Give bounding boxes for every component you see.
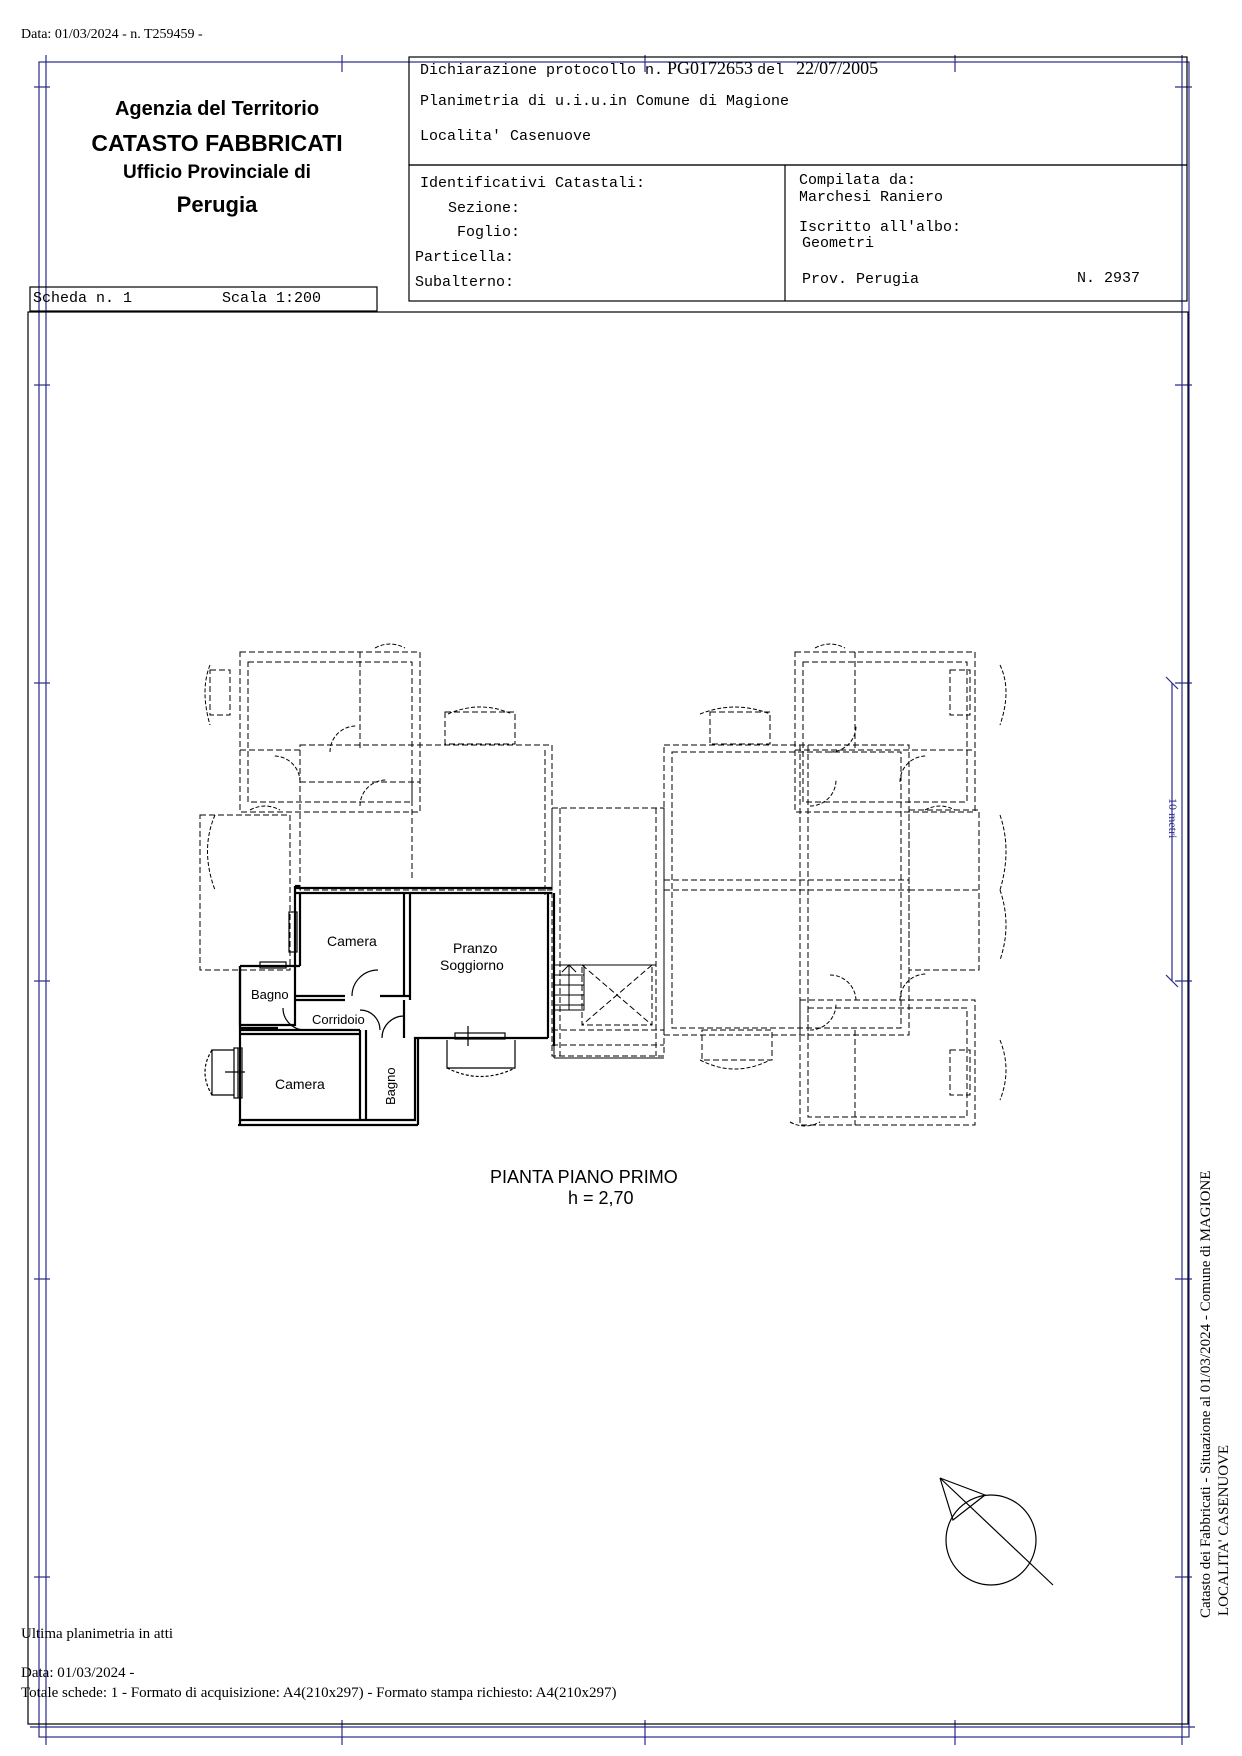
scheda-label: Scheda n. 1 bbox=[33, 290, 133, 307]
scale-label: Scala 1:200 bbox=[222, 290, 322, 307]
registration-number: N. 2937 bbox=[1077, 270, 1141, 287]
north-arrow bbox=[940, 1478, 1053, 1585]
room-camera-2: Camera bbox=[275, 1076, 325, 1092]
plan-height: h = 2,70 bbox=[568, 1188, 634, 1208]
room-pranzo: Pranzo bbox=[453, 940, 498, 956]
footer-totals: Totale schede: 1 - Formato di acquisizione: A4(210x297) - Formato stampa richiesto: A4(210x297) bbox=[21, 1685, 617, 1701]
province-label: Prov. Perugia bbox=[802, 271, 920, 288]
compiler-title: Compilata da: bbox=[799, 172, 917, 189]
room-corridoio: Corridoio bbox=[312, 1012, 365, 1027]
del-label: del bbox=[757, 62, 785, 79]
foglio-label: Foglio: bbox=[457, 224, 521, 241]
room-bagno-2: Bagno bbox=[383, 1067, 398, 1105]
sezione-label: Sezione: bbox=[448, 200, 521, 217]
side-note-line-2: LOCALITA' CASENUOVE bbox=[1216, 1444, 1232, 1616]
albo-value: Geometri bbox=[802, 235, 875, 252]
footer-last-plan: Ultima planimetria in atti bbox=[21, 1626, 174, 1642]
declaration-label: Dichiarazione protocollo n. bbox=[420, 62, 664, 79]
subalterno-label: Subalterno: bbox=[415, 274, 515, 291]
particella-label: Particella: bbox=[415, 249, 515, 266]
declaration-date: 22/07/2005 bbox=[796, 58, 879, 78]
scale-bar-label: 10 metri bbox=[1166, 798, 1180, 839]
room-soggiorno: Soggiorno bbox=[440, 957, 504, 973]
staircase bbox=[554, 965, 664, 1058]
plan-title: PIANTA PIANO PRIMO bbox=[490, 1167, 678, 1187]
room-camera-1: Camera bbox=[327, 933, 377, 949]
side-note-line-1: Catasto dei Fabbricati - Situazione al 01/03/2024 - Comune di MAGIONE bbox=[1198, 1170, 1214, 1618]
albo-label: Iscritto all'albo: bbox=[799, 219, 962, 236]
room-bagno-1: Bagno bbox=[251, 987, 289, 1002]
identifiers-title: Identificativi Catastali: bbox=[420, 175, 646, 192]
protocol-number: PG0172653 bbox=[667, 58, 754, 78]
footer-date: Data: 01/03/2024 - bbox=[21, 1665, 135, 1681]
document-date-line: Data: 01/03/2024 - n. T259459 - bbox=[21, 27, 203, 42]
compiler-name: Marchesi Raniero bbox=[799, 189, 944, 206]
planimetria-line: Planimetria di u.i.u.in Comune di Magione bbox=[420, 93, 790, 110]
agency-name: Agenzia del Territorio bbox=[114, 98, 320, 120]
office-label: Ufficio Provinciale di bbox=[123, 162, 311, 183]
catasto-title: CATASTO FABBRICATI bbox=[91, 130, 343, 156]
localita-line: Localita' Casenuove bbox=[420, 128, 592, 145]
office-city: Perugia bbox=[176, 192, 258, 217]
